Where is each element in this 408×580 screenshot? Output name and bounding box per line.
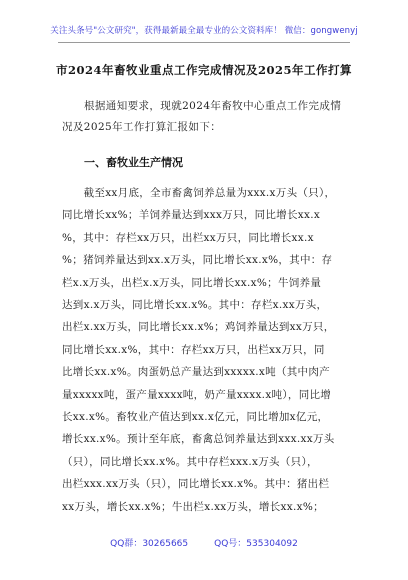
body-paragraph — [62, 182, 352, 518]
body-line: 增长xx.x%。预计至年底，畜禽总饲养量达到xxx.xx万头 — [62, 433, 335, 446]
body-line: 长xx.x%。畜牧业产值达到xx.x亿元，同比增加x亿元， — [62, 411, 329, 424]
body-line: xx万头，增长xx.x%；牛出栏x.xx万头，增长xx.x%； — [62, 500, 324, 513]
body-line: 截至xx月底，全市畜禽饲养总量为xxx.x万头（只）， — [62, 187, 336, 199]
document-title: 市2024年畜牧业重点工作完成情况及2025年工作打算 — [55, 63, 352, 77]
body-line: 达到x.x万头，同比增长xx.x%。其中：存栏x.xx万头， — [62, 299, 328, 312]
footer-qq-number: QQ号：535304092 — [214, 539, 298, 549]
body-line: 出栏x.xx万头，同比增长xx.x%；鸡饲养量达到xx万只， — [62, 321, 335, 334]
body-line: 量xxxxx吨，蛋产量xxxx吨，奶产量xxxx.x吨），同比增 — [62, 388, 332, 401]
footer-contact — [0, 536, 408, 549]
body-line: %；猪饲养量达到xx.x万头，同比增长xx.x%，其中：存 — [62, 254, 333, 267]
body-line: %，其中：存栏xx万只，出栏xx万只，同比增长xx.x — [62, 231, 314, 244]
section-heading: 一、畜牧业生产情况 — [84, 156, 183, 169]
header-divider — [58, 42, 350, 43]
body-line: 比增长xx.x%。肉蛋奶总产量达到xxxxx.x吨（其中肉产 — [62, 366, 330, 379]
intro-paragraph: 根据通知要求，现就2024年畜牧中心重点工作完成情况及2025年工作打算汇报如下： — [62, 100, 342, 133]
body-line: 出栏xxx.xx万头（只），同比增长xx.x%。其中：猪出栏 — [62, 478, 330, 491]
header-promo-note: 关注头条号"公文研究"，获得最新最全最专业的公文资料库！ 微信：gongwenyj — [50, 26, 358, 36]
body-line: （只），同比增长xx.x%。其中存栏xxx.x万头（只）， — [62, 455, 318, 468]
body-line: 同比增长xx%；羊饲养量达到xxx万只，同比增长xx.x — [62, 209, 321, 222]
body-line: 同比增长xx.x%，其中：存栏xx万只，出栏xx万只，同 — [62, 343, 325, 356]
body-line: 栏x.x万头，出栏x.x万头，同比增长xx.x%；牛饲养量 — [62, 276, 322, 289]
footer-qq-group: QQ群：30265665 — [110, 539, 189, 549]
